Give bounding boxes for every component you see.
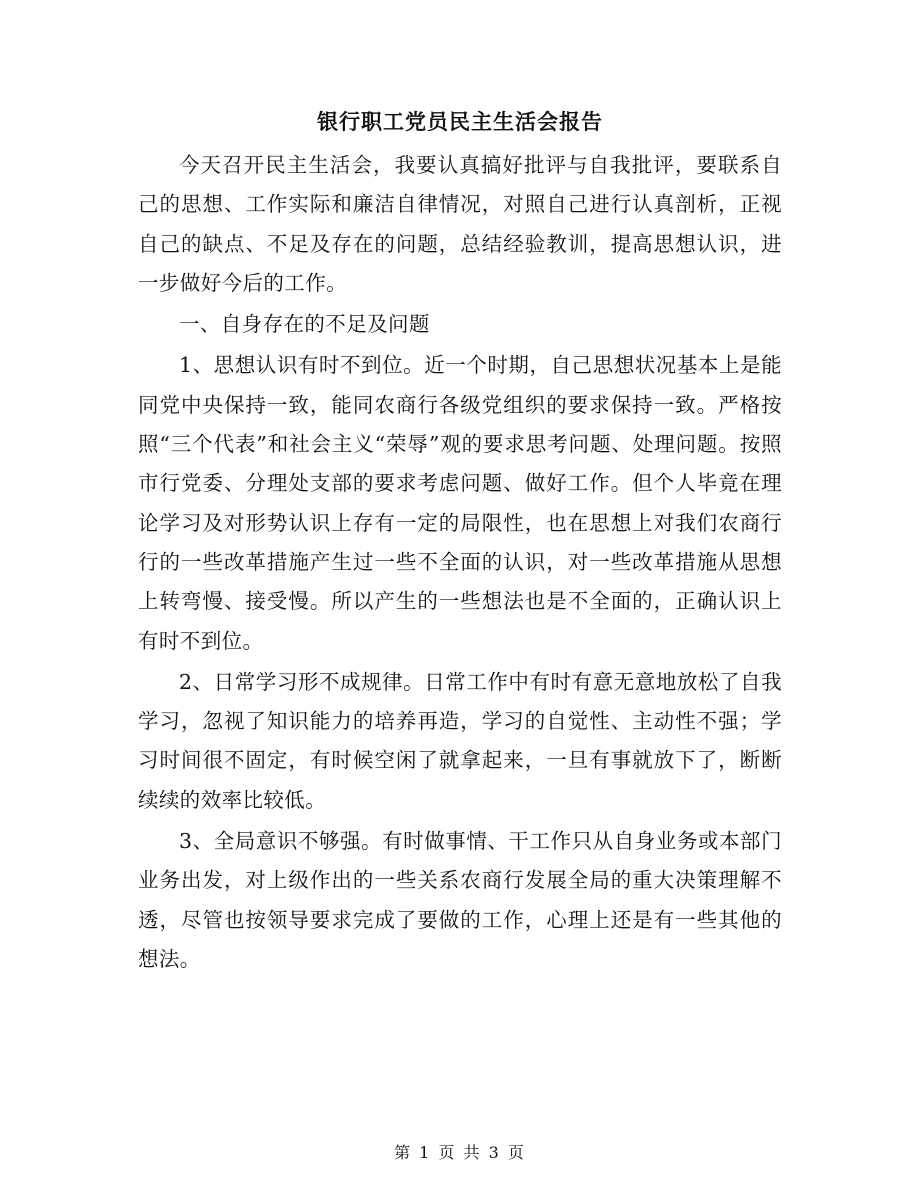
paragraph-item-1: 1、思想认识有时不到位。近一个时期，自己思想状况基本上是能同党中央保持一致，能同农商行各级党组织的要求保持一致。严格按照“三个代表”和社会主义“荣辱”观的要求思考问题、处理问题。按照市行党委、分理处支部的要求考虑问题、做好工作。但个人毕竟在理论学习及对形势认识上存有一定的局限性，也在思想上对我们农商行行的一些改革措施产生过一些不全面的认识，对一些改革措施从思想上转弯慢、接受慢。所以产生的一些想法也是不全面的，正确认识上有时不到位。 xyxy=(138,353,782,653)
paragraph-item-2: 2、日常学习形不成规律。日常工作中有时有意无意地放松了自我学习，忽视了知识能力的培养再造，学习的自觉性、主动性不强；学习时间很不固定，有时候空闲了就拿起来，一旦有事就放下了，断断续续的效率比较低。 xyxy=(138,669,782,812)
paragraph-intro: 今天召开民主生活会，我要认真搞好批评与自我批评，要联系自己的思想、工作实际和廉洁自律情况，对照自己进行认真剖析，正视自己的缺点、不足及存在的问题，总结经验教训，提高思想认识，进一步做好今后的工作。 xyxy=(138,153,782,295)
section-heading: 一、自身存在的不足及问题 xyxy=(179,312,430,337)
page-title: 银行职工党员民主生活会报告 xyxy=(317,109,603,134)
paragraph-item-3: 3、全局意识不够强。有时做事情、干工作只从自身业务或本部门业务出发，对上级作出的一些关系农商行发展全局的重大决策理解不透，尽管也按领导要求完成了要做的工作，心理上还是有一些其他的想法。 xyxy=(138,829,782,971)
document-body xyxy=(138,146,782,981)
page-footer: 第 1 页 共 3 页 xyxy=(394,1143,526,1162)
